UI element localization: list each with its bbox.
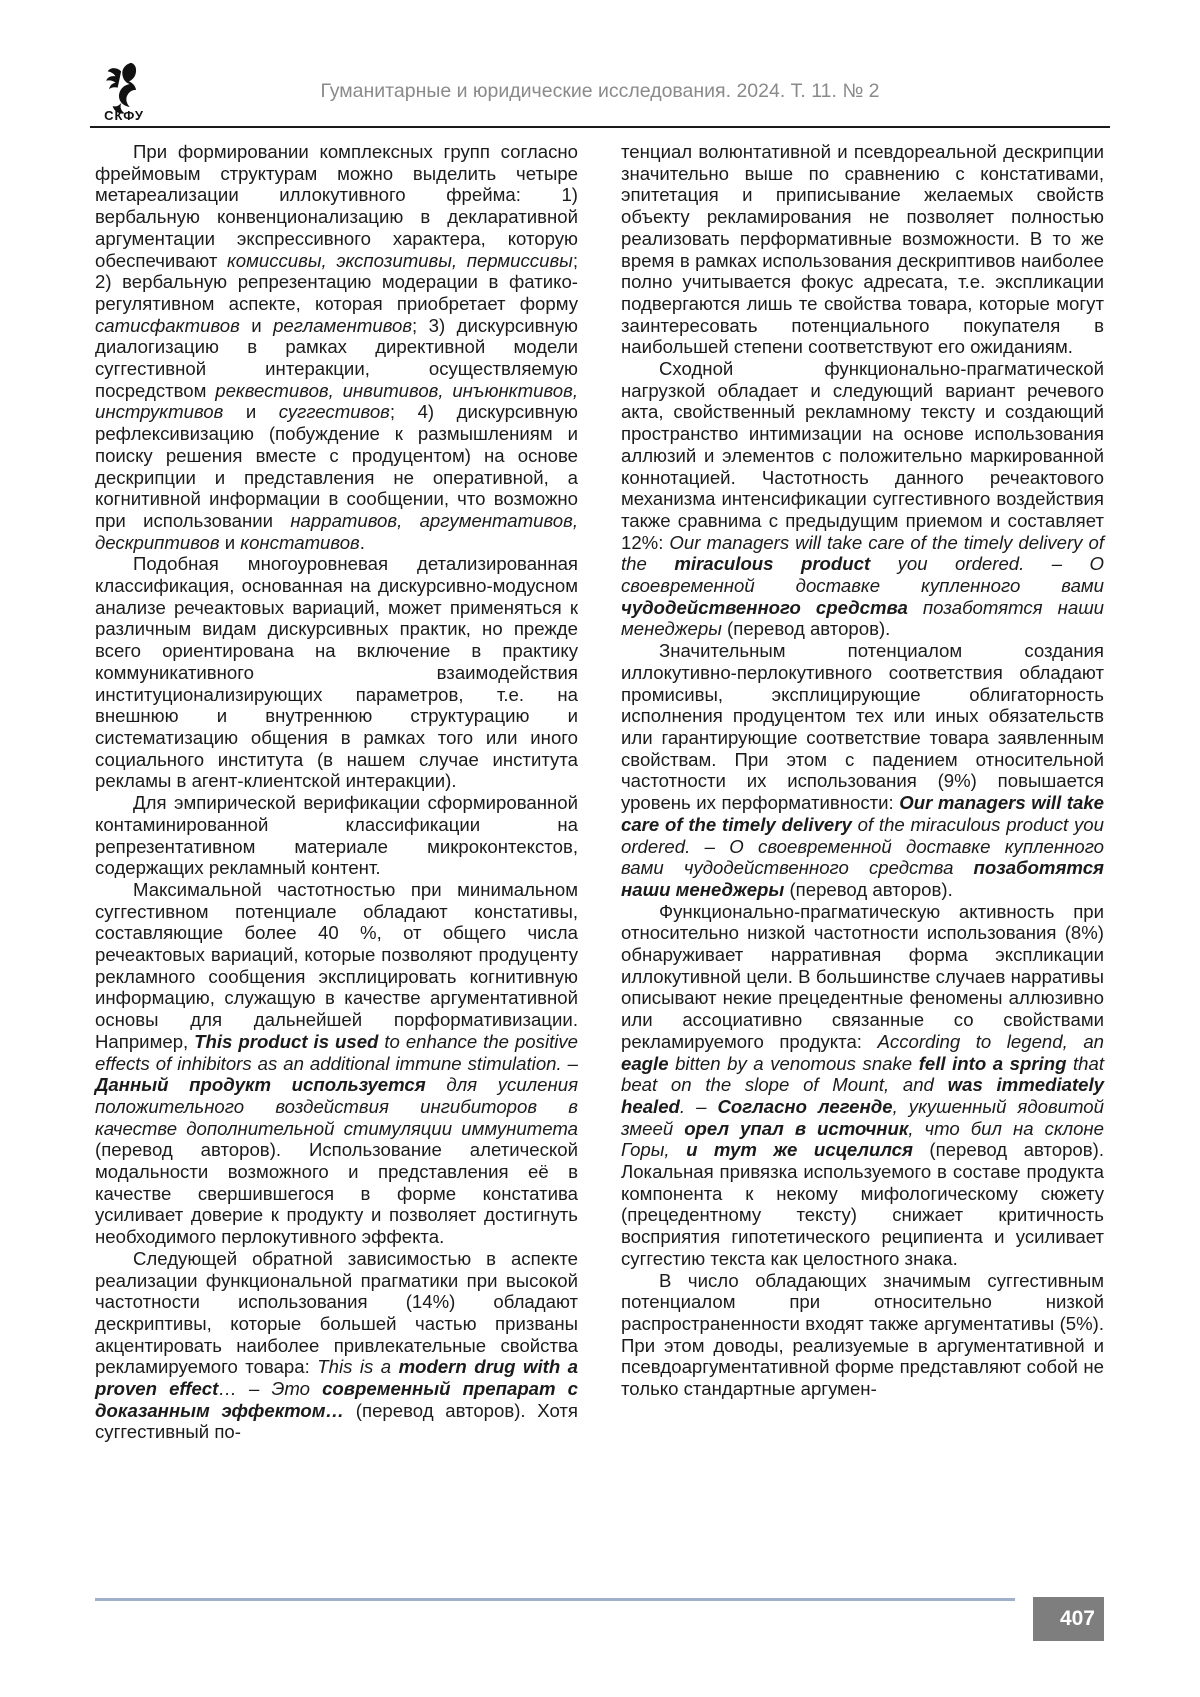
page-number: 407 [1059, 1607, 1095, 1630]
text-run: was immediately healed [621, 1074, 1104, 1117]
left-column [95, 141, 578, 1443]
paragraph [621, 141, 1104, 358]
text-run: Our managers will take care of the timely delivery [621, 792, 1105, 835]
text-run: комиссивы, экспозитивы, пермиссивы [227, 249, 573, 271]
text-run: . [359, 531, 365, 553]
text-run: Для эмпирической верификации сформированной контаминированной классификации на репрезентативном материале микроконтекстов, содержащих рекламный контент. [95, 792, 578, 879]
text-run: суггестивов [278, 401, 390, 423]
text-run: Следующей обратной зависимостью в аспекте реализации функциональной прагматики при высокой частотности использования (14%) обладают дескриптивы, которые большей частью призваны акцентировать наиболее привлекательные свойства рекламируемого товара: [95, 1247, 578, 1378]
text-run: констативов [240, 531, 360, 553]
text-run: и [223, 401, 279, 423]
text-run: регламентивов [273, 314, 413, 336]
text-run: (перевод авторов). [784, 878, 953, 900]
text-run: нарративов, аргументативов, дескриптивов [95, 509, 578, 553]
text-run: Данный продукт используется [95, 1074, 426, 1096]
text-run: и тут же исцелился [686, 1139, 913, 1161]
text-run: (перевод авторов). Хотя суггестивный по- [95, 1399, 578, 1443]
text-run: В число обладающих значимым суггестивным потенциалом при относительно низкой распространенности входят также аргументативы (5%). При этом доводы, реализуемые в аргументативной и псевдоаргументативной форме представляют собой не только стандартные аргумен- [621, 1269, 1104, 1400]
text-run: ; 2) вербальную репрезентацию модерации в фатико-регулятивном аспекте, которая приобретает форму [95, 249, 579, 314]
text-run: , укушенный ядовитой змеей [621, 1095, 1104, 1139]
text-run: орел упал в источник [684, 1117, 909, 1139]
text-run: , что бил на склоне Горы, [621, 1117, 1104, 1161]
text-run: . – [679, 1095, 718, 1117]
text-run: тенциал волюнтативной и псевдореальной дескрипции значительно выше по сравнению с констативами, эпитетация и приписывание желаемых свойств объекту рекламирования не позволяет полностью реализовать перформативные возможности. В то же время в рамках использования дескриптивов наиболее полно учитывается фокус адресата, т.е. экспликации подвергаются лишь те свойства товара, которые могут заинтересовать потенциального покупателя в наибольшей степени соответствуют его ожиданиям. [621, 141, 1104, 358]
paragraph [95, 879, 578, 1248]
text-run: позаботятся наши менеджеры [621, 596, 1104, 640]
text-run: of the miraculous product you ordered. – О своевременной доставке купленного вами чудодейственного средства [621, 813, 1104, 879]
text-run: that beat on the slope of Mount, and [621, 1052, 1104, 1096]
text-run: fell into a spring [918, 1052, 1067, 1074]
text-run: чудодейственного средства [621, 596, 908, 618]
text-run: для усиления положительного воздействия ингибиторов в качестве дополнительной стимуляции иммунитета [95, 1074, 578, 1139]
skfu-logo-label: СКФУ [104, 108, 144, 123]
paragraph [621, 640, 1104, 900]
text-run: … – Это [218, 1378, 323, 1400]
text-run: При формировании комплексных групп согласно фреймовым структурам можно выделить четыре метареализации иллокутивного фрейма: 1) вербальную конвенционализацию в декларативной аргументации экспрессивного характера, которую обеспечивают [95, 141, 578, 271]
text-run: This is a [317, 1356, 399, 1378]
text-run: (перевод авторов). [721, 618, 891, 640]
text-run: you ordered. – О своевременной доставке купленного вами [621, 553, 1105, 597]
paragraph [95, 792, 578, 879]
paragraph [621, 358, 1104, 640]
text-run: реквестивов, инвитивов, инъюнктивов, инструктивов [95, 379, 578, 423]
text-run: This product is used [194, 1030, 379, 1052]
text-run: современный препарат с доказанным эффектом… [95, 1378, 578, 1421]
text-run: ; 4) дискурсивную рефлексивизацию (побуждение к размышлениям и поиску решения вместе с продуцентом) на основе дескрипции и представления не оперативной, а когнитивной информации в сообщении, что возможно при использовании [95, 401, 578, 531]
text-run: Подобная многоуровневая детализированная классификация, основанная на дискурсивно-модусном анализе речеактовых вариаций, может применяться к различным видам дискурсивных практик, но прежде всего ориентирована на включение в практику коммуникативного взаимодействия институционализирующих параметров, т.е. на внешнюю и внутреннюю структурацию и систематизацию общения в рамках того или иного социального института (в нашем случае института рекламы в агент-клиентской интеракции). [95, 553, 578, 792]
text-run: ; 3) дискурсивную диалогизацию в рамках директивной модели суггестивной интеракции, осуществляемую посредством [95, 314, 578, 401]
text-run: и [219, 531, 241, 553]
text-run: и [239, 314, 274, 336]
text-run: Максимальной частотностью при минимальном суггестивном потенциале обладают констативы, составляющие более 40 %, от общего числа речеактовых вариаций, которые позволяют продуценту рекламного сообщения эксплицировать когнитивную информацию, служащую в качестве аргументативной основы для дальнейшей порформативизации. Например, [95, 878, 578, 1052]
text-run: (перевод авторов). Локальная привязка используемого в составе продукта компонента к некому мифологическому сюжету (прецедентному тексту) снижает критичность восприятия гипотетического реципиента и усиливает суггестию текста как целостного знака. [621, 1139, 1104, 1269]
text-run: Значительным потенциалом создания иллокутивно-перлокутивного соответствия обладают промисивы, эксплицирующие облигаторность исполнения продуцентом тех или иных обязательств или гарантирующие соответствие товара заявленным свойствам. При этом с падением относительной частотности их использования (9%) повышается уровень их перформативности: [621, 640, 1104, 814]
text-run: (перевод авторов). Использование алетической модальности возможного и представления её в качестве свершившегося в форме констатива усиливает доверие к продукту и позволяет достигнуть необходимого перлокутивного эффекта. [95, 1139, 578, 1248]
text-run: сатисфактивов [95, 314, 240, 336]
text-run: bitten by a venomous snake [668, 1052, 919, 1074]
paragraph [95, 1248, 578, 1443]
text-run: to enhance the positive effects of inhibitors as an additional immune stimulation. – [95, 1030, 579, 1074]
journal-title: Гуманитарные и юридические исследования. 2024. Т. 11. № 2 [320, 80, 880, 102]
right-column [621, 141, 1104, 1400]
text-run: miraculous product [674, 553, 871, 575]
paragraph [95, 553, 578, 792]
footer-rule [95, 1598, 1015, 1601]
text-run: Сходной функционально-прагматической нагрузкой обладает и следующий вариант речевого акта, свойственный рекламному тексту и создающий пространство интимизации на основе использования аллюзий и элементов с положительно маркированной коннотацией. Частотность данного речеактового механизма интенсификации суггестивного воздействия также сравнима с предыдущим приемом и составляет 12%: [621, 358, 1104, 553]
text-run: Согласно легенде [717, 1095, 893, 1117]
text-run: eagle [621, 1052, 669, 1074]
page-number-badge [1033, 1597, 1104, 1641]
text-run: According to legend, an [877, 1030, 1105, 1052]
text-run: modern drug with a proven effect [95, 1356, 579, 1400]
text-run: Our managers will take care of the timely delivery of the [621, 531, 1105, 575]
text-run: позаботятся наши менеджеры [621, 857, 1104, 900]
text-run: Функционально-прагматическую активность при относительно низкой частотности использования (8%) обнаруживает нарративная форма экспликации иллокутивной цели. В большинстве случаев нарративы описывают некие прецедентные феномены аллюзивно или ассоциативно связанные со свойствами рекламируемого продукта: [621, 900, 1104, 1052]
paragraph [621, 901, 1104, 1270]
header-rule [90, 126, 1110, 128]
paragraph [621, 1270, 1104, 1400]
paragraph [95, 141, 578, 553]
